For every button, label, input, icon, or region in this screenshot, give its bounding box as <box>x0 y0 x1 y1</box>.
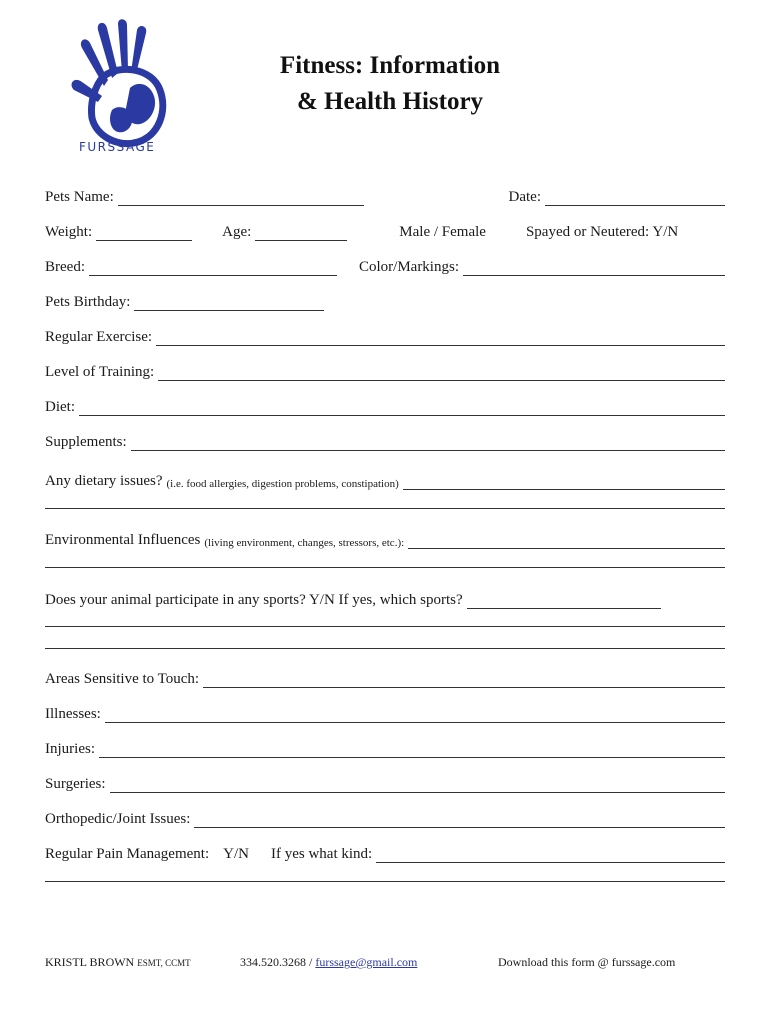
orthopedic-field[interactable] <box>194 813 725 828</box>
row-birthday <box>45 291 725 311</box>
age-field[interactable] <box>255 226 347 241</box>
environment-note: (living environment, changes, stressors, etc.): <box>204 537 405 549</box>
sex-option[interactable]: Male / Female <box>399 224 486 240</box>
pain-yn[interactable]: Y/N <box>223 846 249 862</box>
footer-name <box>45 955 191 970</box>
sports-field[interactable] <box>467 594 661 609</box>
pain-kind-label: If yes what kind: <box>270 846 373 862</box>
footer-contact <box>240 955 417 970</box>
row-orthopedic <box>45 808 725 828</box>
row-sports <box>45 589 725 609</box>
sports-extra-line-1[interactable] <box>45 626 725 627</box>
supplements-field[interactable] <box>131 436 725 451</box>
supplements-label: Supplements: <box>45 434 127 450</box>
footer-credentials: ESMT, CCMT <box>137 958 191 968</box>
page-title <box>240 48 540 120</box>
row-environment <box>45 529 725 549</box>
footer-email-link[interactable]: furssage@gmail.com <box>315 955 418 969</box>
injuries-label: Injuries: <box>45 741 95 757</box>
row-sensitive <box>45 668 725 688</box>
footer-separator: / <box>309 955 313 969</box>
sensitive-label: Areas Sensitive to Touch: <box>45 671 200 687</box>
footer-phone: 334.520.3268 <box>240 955 306 969</box>
date-field[interactable] <box>545 191 725 206</box>
row-breed <box>45 256 725 276</box>
training-label: Level of Training: <box>45 364 155 380</box>
color-label: Color/Markings: <box>358 259 459 275</box>
dietary-label: Any dietary issues? <box>45 473 163 489</box>
orthopedic-label: Orthopedic/Joint Issues: <box>45 811 191 827</box>
footer-name-text: KRISTL BROWN <box>45 955 135 969</box>
breed-label: Breed: <box>45 259 85 275</box>
dietary-field[interactable] <box>403 475 725 490</box>
footer-download: Download this form @ furssage.com <box>498 955 676 969</box>
pets-name-field[interactable] <box>118 191 364 206</box>
weight-field[interactable] <box>96 226 192 241</box>
pets-name-label: Pets Name: <box>45 189 114 205</box>
birthday-field[interactable] <box>134 296 324 311</box>
row-supplements <box>45 431 725 451</box>
pain-kind-field[interactable] <box>376 848 725 863</box>
row-pets-name <box>45 186 725 206</box>
weight-label: Weight: <box>45 224 93 240</box>
spayed-option[interactable]: Spayed or Neutered: Y/N <box>525 224 679 240</box>
furssage-logo <box>60 18 190 160</box>
dietary-note: (i.e. food allergies, digestion problems, constipation) <box>166 478 399 490</box>
environment-field[interactable] <box>408 534 725 549</box>
diet-label: Diet: <box>45 399 75 415</box>
row-weight <box>45 221 725 241</box>
exercise-field[interactable] <box>156 331 725 346</box>
color-field[interactable] <box>463 261 725 276</box>
exercise-label: Regular Exercise: <box>45 329 153 345</box>
row-dietary <box>45 470 725 490</box>
row-injuries <box>45 738 725 758</box>
title-line-1: Fitness: Information <box>279 52 501 79</box>
illnesses-label: Illnesses: <box>45 706 101 722</box>
date-label: Date: <box>508 189 541 205</box>
injuries-field[interactable] <box>99 743 725 758</box>
row-diet <box>45 396 725 416</box>
training-field[interactable] <box>158 366 725 381</box>
row-illnesses <box>45 703 725 723</box>
environment-extra-line[interactable] <box>45 567 725 568</box>
pain-extra-line[interactable] <box>45 881 725 882</box>
surgeries-field[interactable] <box>110 778 725 793</box>
sports-extra-line-2[interactable] <box>45 648 725 649</box>
row-training <box>45 361 725 381</box>
dietary-extra-line[interactable] <box>45 508 725 509</box>
environment-label: Environmental Influences <box>45 532 201 548</box>
breed-field[interactable] <box>89 261 337 276</box>
pain-label: Regular Pain Management: <box>45 846 210 862</box>
title-line-2: & Health History <box>296 88 484 115</box>
row-surgeries <box>45 773 725 793</box>
row-pain <box>45 843 725 863</box>
surgeries-label: Surgeries: <box>45 776 106 792</box>
birthday-label: Pets Birthday: <box>45 294 131 310</box>
sports-label: Does your animal participate in any sports? Y/N If yes, which sports? <box>45 592 463 608</box>
diet-field[interactable] <box>79 401 725 416</box>
age-label: Age: <box>222 224 252 240</box>
row-exercise <box>45 326 725 346</box>
sensitive-field[interactable] <box>203 673 725 688</box>
illnesses-field[interactable] <box>105 708 725 723</box>
logo-text: FURSSAGE <box>79 140 156 154</box>
